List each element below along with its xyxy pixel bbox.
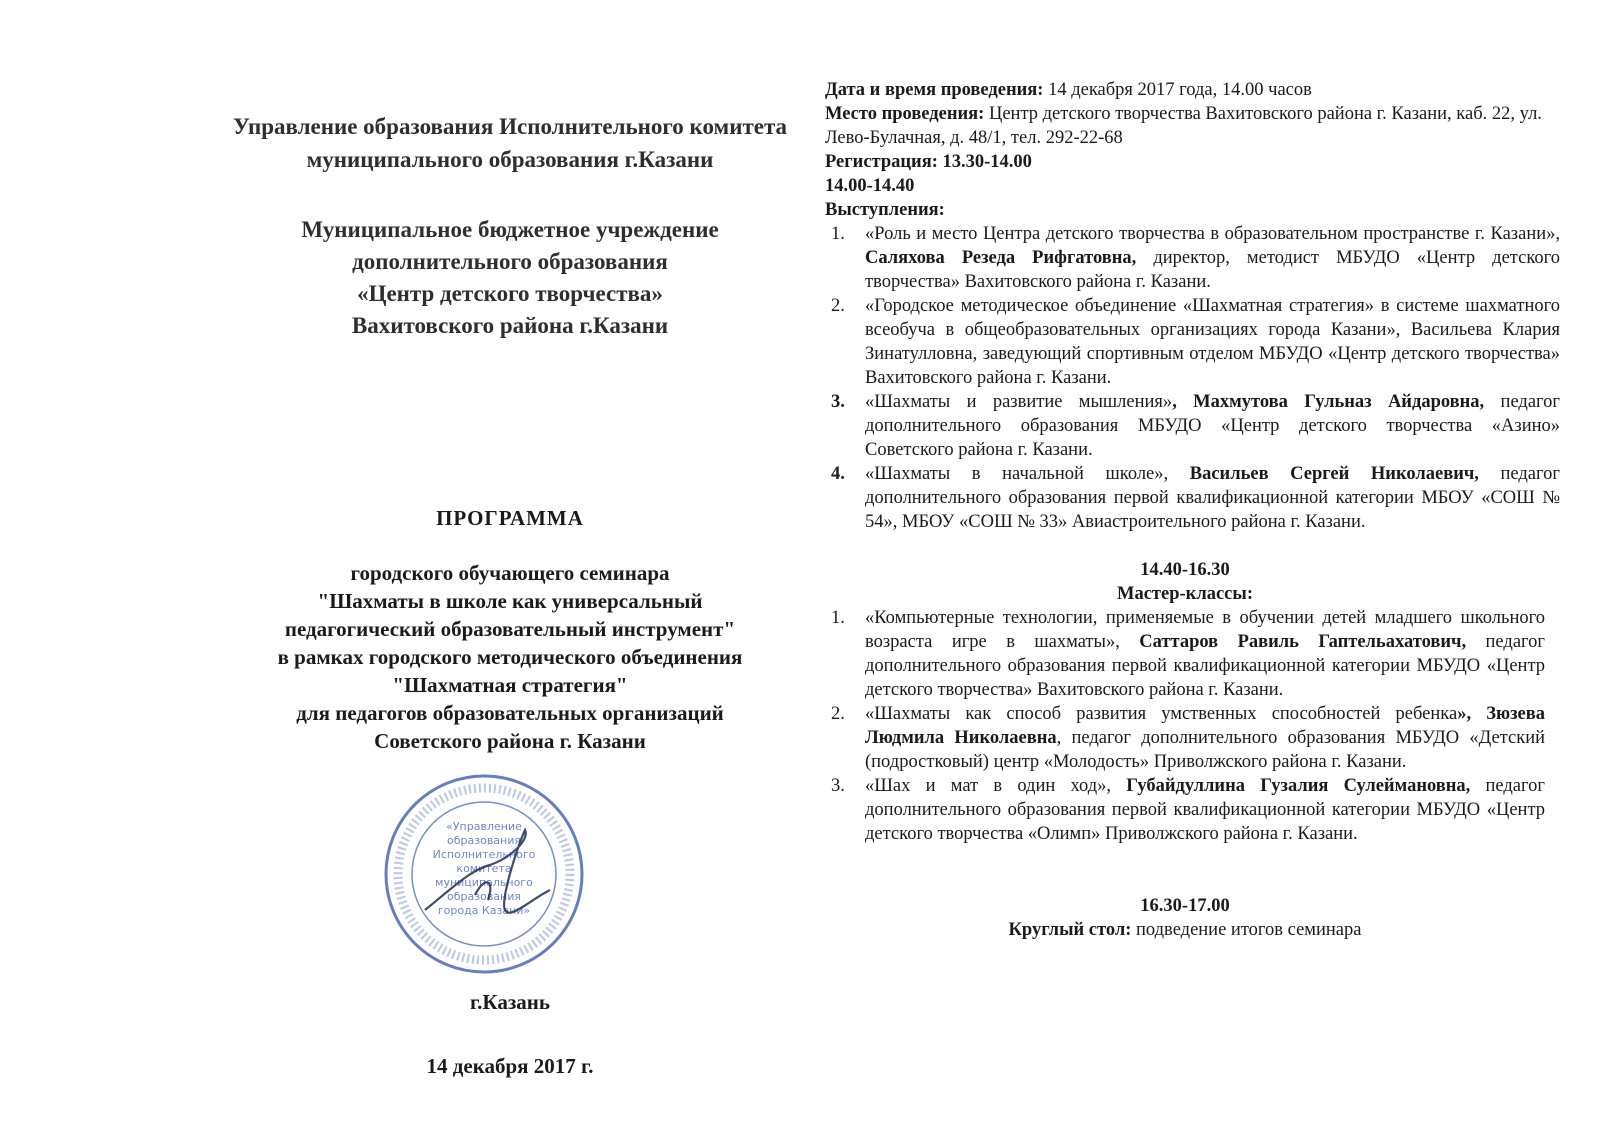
institution-line: Муниципальное бюджетное учреждение bbox=[301, 217, 719, 242]
masterclass-title: «Компьютерные технологии, применяемые в обучении детей младшего школьного возраста игре в шахматы», bbox=[865, 608, 1545, 652]
svg-text:образования: образования bbox=[447, 890, 521, 903]
svg-text:комитета: комитета bbox=[456, 862, 512, 875]
institution-line: «Центр детского творчества» bbox=[357, 281, 663, 306]
roundtable-time: 16.30-17.00 bbox=[1140, 896, 1230, 916]
program-line: в рамках городского методического объединения bbox=[277, 645, 743, 669]
speaker-role: , педагог дополнительного образования МБУДО «Детский (подростковый) центр «Молодость» Приволжского района г. Казани. bbox=[865, 728, 1545, 772]
program-line: педагогический образовательный инструмент" bbox=[284, 617, 736, 641]
svg-text:муниципального: муниципального bbox=[435, 876, 533, 889]
speaker-role: педагог дополнительного образования МБУДО «Центр детского творчества «Азино» Советского района г. Казани. bbox=[865, 392, 1561, 460]
city: г.Казань bbox=[469, 990, 550, 1014]
document-date: 14 декабря 2017 г. bbox=[426, 1054, 594, 1078]
item-number: 2. bbox=[831, 704, 845, 724]
masterclass-title: «Шахматы как способ развития умственных способностей ребенка bbox=[865, 704, 1458, 724]
speaker-name: Саттаров Равиль Гаптельахатович, bbox=[1139, 632, 1467, 652]
talk-title: «Роль и место Центра детского творчества в образовательном пространстве г. Казани», bbox=[865, 224, 1560, 244]
institution-header bbox=[150, 214, 870, 342]
talks-list bbox=[825, 222, 1560, 534]
datetime-value: 14 декабря 2017 года, 14.00 часов bbox=[1043, 80, 1312, 100]
item-number: 3. bbox=[831, 776, 845, 796]
svg-text:«Управление: «Управление bbox=[446, 820, 522, 833]
event-place bbox=[825, 102, 1560, 150]
talk-title: «Шахматы в начальной школе», bbox=[865, 464, 1190, 484]
svg-text:образования: образования bbox=[447, 834, 521, 847]
program-title: ПРОГРАММА bbox=[436, 506, 584, 530]
program-line: для педагогов образовательных организаций bbox=[296, 701, 724, 725]
authority-header bbox=[150, 110, 870, 176]
roundtable-label: Круглый стол: bbox=[1008, 920, 1132, 940]
institution-line: Вахитовского района г.Казани bbox=[351, 313, 669, 338]
list-item bbox=[825, 774, 1545, 846]
datetime-label: Дата и время проведения: bbox=[825, 80, 1044, 100]
list-item bbox=[825, 462, 1560, 534]
program-line: Советского района г. Казани bbox=[374, 729, 646, 753]
speaker-name: », Зюзева Людмила Николаевна bbox=[865, 704, 1545, 748]
list-item bbox=[825, 702, 1545, 774]
talk-title: «Шахматы и развитие мышления» bbox=[865, 392, 1173, 412]
speaker-name: , Махмутова Гульназ Айдаровна, bbox=[1172, 392, 1485, 412]
speaker-name: Губайдуллина Гузалия Сулеймановна, bbox=[1126, 776, 1471, 796]
item-number: 3. bbox=[831, 392, 845, 412]
speaker-role: педагог дополнительного образования первой квалификационной категории МБУДО «Центр детского творчества «Олимп» Приволжского района г. Казани. bbox=[865, 776, 1545, 844]
list-item bbox=[825, 222, 1560, 294]
talks-time: 14.00-14.40 bbox=[825, 176, 915, 196]
item-number: 1. bbox=[831, 608, 845, 628]
program-schedule bbox=[825, 78, 1560, 942]
roundtable-value: подведение итогов семинара bbox=[1131, 920, 1362, 940]
registration-time: Регистрация: 13.30-14.00 bbox=[825, 152, 1032, 172]
masterclass-heading: Мастер-классы: bbox=[1117, 584, 1253, 604]
masterclass-time: 14.40-16.30 bbox=[1140, 560, 1230, 580]
speaker-role: педагог дополнительного образования первой квалификационной категории МБУДО «Центр детского творчества» Вахитовского района г. Казани. bbox=[865, 632, 1545, 700]
speaker-role: директор, методист МБУДО «Центр детского творчества» Вахитовского района г. Казани. bbox=[865, 248, 1560, 292]
list-item bbox=[825, 294, 1560, 390]
program-line: "Шахматы в школе как универсальный bbox=[317, 589, 703, 613]
talk-title: «Городское методическое объединение «Шахматная стратегия» в системе шахматного всеобуча в общеобразовательных организациях города Казани», Васильева Клария Зинатулловна, заведующий спортивным отделом МБУДО «Центр детского творчества» Вахитовского района г. Казани. bbox=[865, 296, 1560, 388]
list-item bbox=[825, 606, 1545, 702]
roundtable bbox=[825, 918, 1545, 942]
speaker-name: Васильев Сергей Николаевич, bbox=[1189, 464, 1479, 484]
official-seal-icon bbox=[380, 770, 588, 978]
place-label: Место проведения: bbox=[825, 104, 985, 124]
masterclass-list bbox=[825, 606, 1545, 846]
program-line: городского обучающего семинара bbox=[350, 561, 670, 585]
list-item bbox=[825, 390, 1560, 462]
masterclass-title: «Шах и мат в один ход», bbox=[865, 776, 1127, 796]
place-value: Центр детского творчества Вахитовского района г. Казани, каб. 22, ул. Лево-Булачная, д. 48/1, тел. 292-22-68 bbox=[825, 104, 1542, 148]
item-number: 4. bbox=[831, 464, 845, 484]
speaker-name: Саляхова Резеда Рифгатовна, bbox=[865, 248, 1137, 268]
svg-text:города Казани»: города Казани» bbox=[437, 904, 531, 917]
speaker-role: педагог дополнительного образования первой квалификационной категории МБОУ «СОШ № 54», МБОУ «СОШ № 33» Авиастроительного района г. Казани. bbox=[865, 464, 1560, 532]
institution-line: дополнительного образования bbox=[352, 249, 668, 274]
item-number: 2. bbox=[831, 296, 845, 316]
header-line: муниципального образования г.Казани bbox=[306, 147, 714, 172]
talks-heading: Выступления: bbox=[825, 200, 945, 220]
program-line: "Шахматная стратегия" bbox=[392, 673, 628, 697]
event-datetime bbox=[825, 78, 1560, 102]
header-line: Управление образования Исполнительного комитета bbox=[232, 114, 788, 139]
item-number: 1. bbox=[831, 224, 845, 244]
program-description bbox=[150, 559, 870, 755]
svg-text:Исполнительного: Исполнительного bbox=[432, 848, 536, 861]
